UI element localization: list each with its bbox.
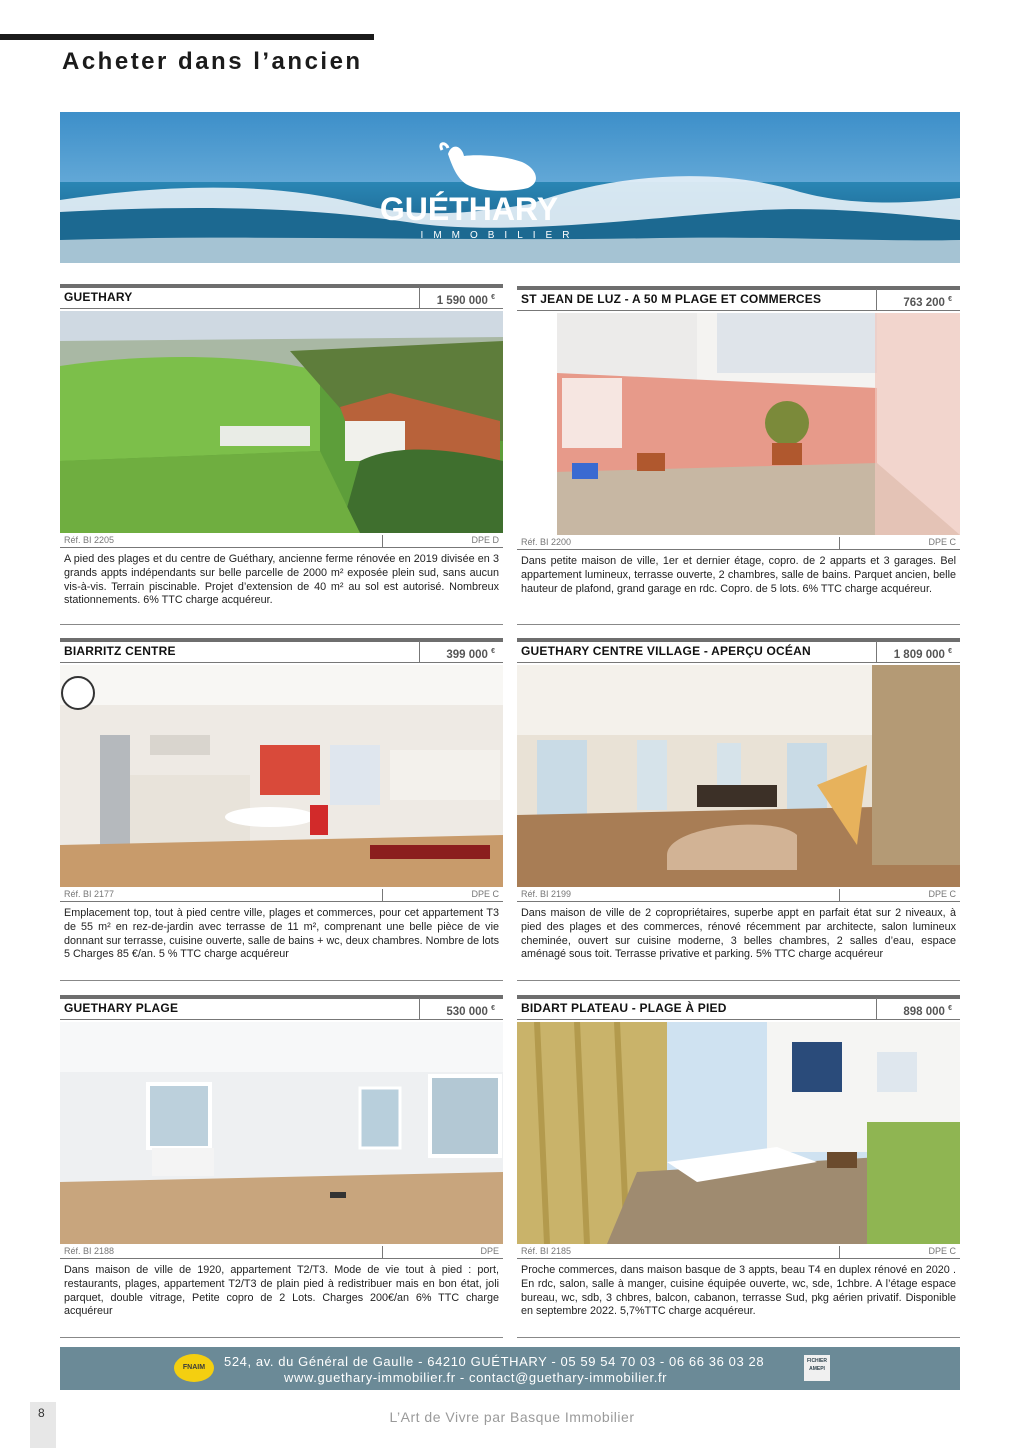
page-title: Acheter dans l’ancien bbox=[62, 48, 363, 75]
banner-brand-sub: IMMOBILIER bbox=[420, 230, 580, 241]
listing-description: Emplacement top, tout à pied centre ville, plages et commerces, pour cet appartement T3 de 55 m² en rez-de-jardin avec terrasse de 11 m², comprenant une belle pièce de vie donnant sur terrasse, cuisine ouverte, salle de bains + wc, deux chambres. Nombre de lots 5 Charges 85 €/an. 5 % TTC charge acquéreur bbox=[64, 907, 499, 961]
listing-ref: Réf. BI 2185 bbox=[521, 1246, 572, 1256]
listing-ref-row bbox=[60, 887, 503, 902]
listing-price: 399 000 € bbox=[419, 641, 503, 662]
card-divider bbox=[517, 624, 960, 625]
card-divider bbox=[517, 1337, 960, 1338]
pink-terrace-photo bbox=[517, 313, 960, 535]
aerial-farmhouse-photo bbox=[60, 311, 503, 533]
listing-title: BIDART PLATEAU - PLAGE À PIED bbox=[521, 1001, 727, 1015]
listing-ref-row bbox=[60, 533, 503, 548]
listing-header bbox=[60, 995, 503, 1020]
listing-title: GUETHARY bbox=[64, 290, 133, 304]
listing-ref: Réf. BI 2177 bbox=[64, 889, 115, 899]
listing-card[interactable] bbox=[60, 284, 503, 608]
listing-title: GUETHARY PLAGE bbox=[64, 1001, 179, 1015]
listing-description: Dans maison de ville de 1920, appartement T2/T3. Mode de vie tout à pied : port, restaurants, plages, appartement T2/T3 de plain pied à redistribuer mais en bon état, joli parquet, double vitrage, Petite copro de 2 Lots. Charges 200€/an 6% TTC charge acquéreur bbox=[64, 1264, 499, 1318]
footer-address: 524, av. du Général de Gaulle - 64210 GUÉTHARY - 05 59 54 70 03 - 06 66 36 03 28 bbox=[224, 1354, 765, 1369]
card-divider bbox=[60, 624, 503, 625]
listing-description: Dans petite maison de ville, 1er et dernier étage, copro. de 2 apparts et 3 garages. Bel appartement lumineux, terrasse ouverte, 2 chambres, salle de bains. Parquet ancien, belle hauteur de plafond, grand garage en rdc. Copro. de 5 lots. 6% TTC charge acquéreur. bbox=[521, 555, 956, 595]
agency-banner bbox=[60, 112, 960, 263]
amepi-badge-icon: FICHIER AMEPI bbox=[804, 1355, 830, 1381]
listing-ref-row bbox=[517, 535, 960, 550]
listing-header bbox=[60, 284, 503, 309]
top-rule bbox=[0, 34, 374, 40]
listing-dpe: DPE bbox=[382, 1246, 499, 1258]
card-divider bbox=[60, 1337, 503, 1338]
wood-deck-terrace-photo bbox=[517, 1022, 960, 1244]
listing-description: Proche commerces, dans maison basque de 3 appts, beau T4 en duplex rénové en 2020 . En rdc, salon, salle à manger, cuisine équipée ouverte, wc, sde, 1chbre. A l’étage espace bureau, wc, sdb, 3 chbres, balcon, cabanon, terrasse Sud, pkg aérien privatif. Disponible en septembre 2022. 5,7%TTC charge acquéreur. bbox=[521, 1264, 956, 1318]
listing-price: 530 000 € bbox=[419, 998, 503, 1019]
listing-description: Dans maison de ville de 2 copropriétaires, superbe appt en parfait état sur 2 niveaux, à pied des plages et des commerces, rénové récemment par architecte, salon lumineux cheminée, ouvert sur cuisine moderne, 3 belles chambres, 2 salles d’eau, espace aménagé sous toit. Terrasse privative et parking. 5% TTC charge acquéreur bbox=[521, 907, 956, 961]
listing-dpe: DPE C bbox=[382, 889, 499, 901]
open-kitchen-living-photo bbox=[60, 665, 503, 887]
listing-header bbox=[517, 638, 960, 663]
listing-dpe: DPE C bbox=[839, 889, 956, 901]
listing-dpe: DPE D bbox=[382, 535, 499, 547]
fnaim-logo-icon: FNAIM bbox=[174, 1354, 214, 1382]
page-number: 8 bbox=[38, 1406, 45, 1420]
page-tagline: L’Art de Vivre par Basque Immobilier bbox=[389, 1409, 635, 1425]
listing-ref: Réf. BI 2205 bbox=[64, 535, 115, 545]
listing-card[interactable] bbox=[60, 638, 503, 962]
listing-price: 763 200 € bbox=[876, 289, 960, 310]
listing-ref-row bbox=[60, 1244, 503, 1259]
listing-ref-row bbox=[517, 887, 960, 902]
parquet-living-room-photo bbox=[517, 665, 960, 887]
listing-header bbox=[517, 995, 960, 1020]
listing-price: 1 590 000 € bbox=[419, 287, 503, 308]
listing-ref: Réf. BI 2200 bbox=[521, 537, 572, 547]
empty-white-room-photo bbox=[60, 1022, 503, 1244]
listing-title: GUETHARY CENTRE VILLAGE - APERÇU OCÉAN bbox=[521, 644, 811, 658]
listing-dpe: DPE C bbox=[839, 1246, 956, 1258]
listing-ref: Réf. BI 2188 bbox=[64, 1246, 115, 1256]
listing-card[interactable] bbox=[517, 286, 960, 596]
listing-header bbox=[517, 286, 960, 311]
listing-title: ST JEAN DE LUZ - A 50 M PLAGE ET COMMERCES bbox=[521, 292, 822, 306]
footer-contact[interactable]: www.guethary-immobilier.fr - contact@guethary-immobilier.fr bbox=[284, 1370, 668, 1385]
listing-card[interactable] bbox=[517, 638, 960, 962]
banner-brand: GUÉTHARY bbox=[379, 191, 559, 227]
listing-dpe: DPE C bbox=[839, 537, 956, 549]
card-divider bbox=[517, 980, 960, 981]
listing-price: 898 000 € bbox=[876, 998, 960, 1019]
agency-footer bbox=[60, 1347, 960, 1390]
listing-card[interactable] bbox=[60, 995, 503, 1319]
listing-title: BIARRITZ CENTRE bbox=[64, 644, 176, 658]
listing-ref: Réf. BI 2199 bbox=[521, 889, 572, 899]
listing-ref-row bbox=[517, 1244, 960, 1259]
listing-header bbox=[60, 638, 503, 663]
listing-description: A pied des plages et du centre de Guéthary, ancienne ferme rénovée en 2019 divisée en 3 grands appts indépendants sur belle parcelle de 2000 m² exposée plein sud, sans aucun vis-à-vis. Terrain piscinable. Projet d’extension de 40 m² au sol est autorisé. Nombreux stationnements. 6% TTC charge acquéreur. bbox=[64, 553, 499, 607]
card-divider bbox=[60, 980, 503, 981]
listing-price: 1 809 000 € bbox=[876, 641, 960, 662]
listing-card[interactable] bbox=[517, 995, 960, 1319]
